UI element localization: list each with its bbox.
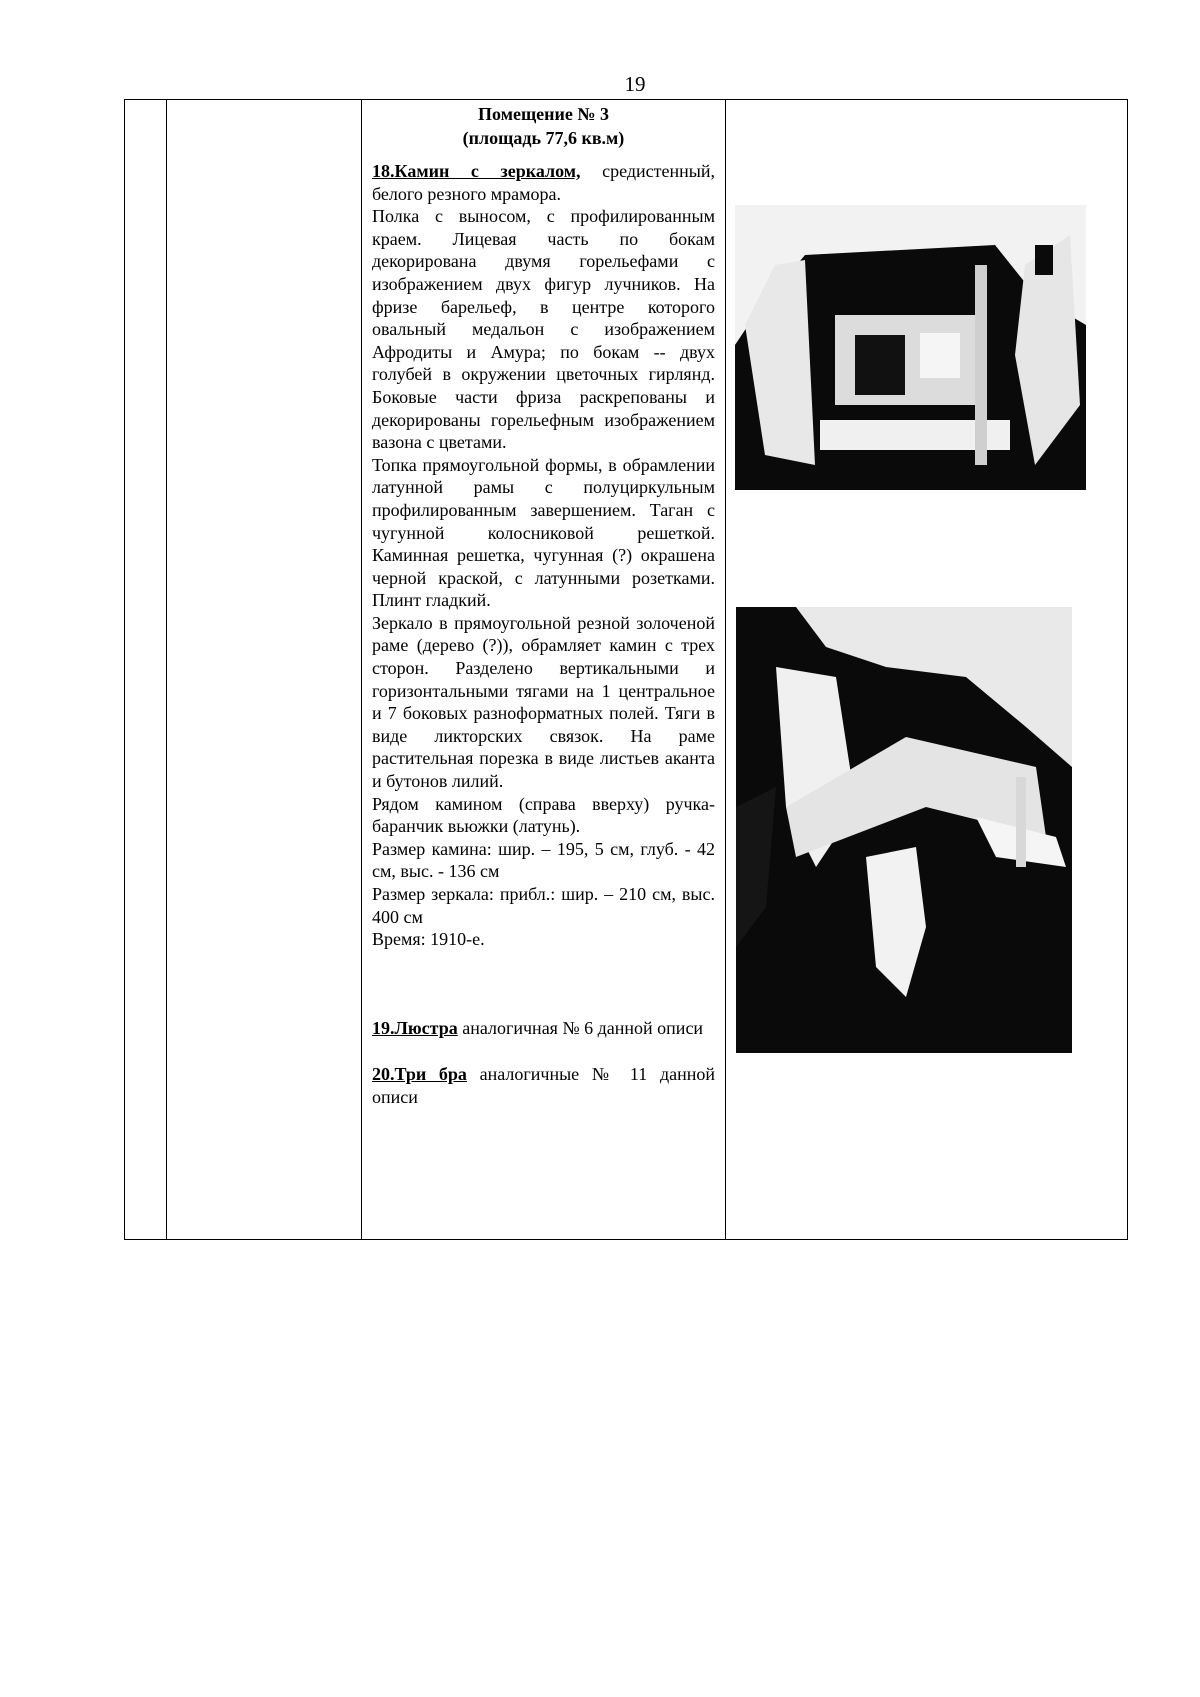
item-18-text-6: Размер зеркала: прибл.: шир. – 210 см, выс. 400 см xyxy=(372,884,715,927)
item-18-text-2: Топка прямоугольной формы, в обрамлении латунной рамы с полуциркульным профилированным завершением. Таган с чугунной колосниковой решеткой. Каминная решетка, чугунная (?) окрашена черной краской, с латунными розетками. Плинт гладкий. xyxy=(372,454,715,611)
cell-description xyxy=(362,100,726,1240)
fireplace-photo xyxy=(735,205,1086,490)
room-area: (площадь 77,6 кв.м) xyxy=(462,128,625,148)
item-18-text-3: Зеркало в прямоугольной резной золоченой раме (дерево (?)), обрамляет камин с трех сторон. Разделено вертикальными и горизонтальными тягами на 1 центральное и 7 боковых разноформатных полей. Тяги в виде ликторских связок. На раме растительная порезка в виде листьев аканта и бутонов лилий. xyxy=(372,612,715,792)
item-19 xyxy=(372,1017,715,1040)
room-title-block xyxy=(372,102,715,150)
item-18-heading: 18.Камин с зеркалом, xyxy=(372,161,581,181)
item-18-intro xyxy=(372,160,715,205)
item-20-heading: 20.Три бра xyxy=(372,1064,467,1085)
item-19-heading: 19.Люстра xyxy=(372,1017,458,1038)
room-title: Помещение № 3 xyxy=(478,104,609,124)
item-20 xyxy=(372,1063,715,1108)
item-18-text-7: Время: 1910-е. xyxy=(372,929,485,950)
item-19-text: аналогичная № 6 данной описи xyxy=(457,1017,704,1038)
mirror-photo xyxy=(736,607,1072,1053)
page-number: 19 xyxy=(624,72,646,96)
cell-name xyxy=(167,100,362,1240)
item-18-text-1: Полка с выносом, с профилированным краем. Лицевая часть по бокам декорирована двумя горельефами с изображением двух фигур лучников. На фризе барельеф, в центре которого овальный медальон с изображением Афродиты и Амура; по бокам -- двух голубей в окружении цветочных гирлянд. Боковые части фриза раскрепованы и декорированы горельефным изображением вазона с цветами. xyxy=(372,206,715,453)
item-18-text-5: Размер камина: шир. – 195, 5 см, глуб. - 42 см, выс. - 136 см xyxy=(372,838,715,882)
item-18-text-0: средистенный, белого резного мрамора. xyxy=(372,161,715,204)
item-18-text-4: Рядом камином (справа вверху) ручка-баранчик вьюжки (латунь). xyxy=(372,793,715,837)
item-20-text: аналогичные № 11 данной описи xyxy=(372,1064,715,1107)
cell-number xyxy=(125,100,167,1240)
